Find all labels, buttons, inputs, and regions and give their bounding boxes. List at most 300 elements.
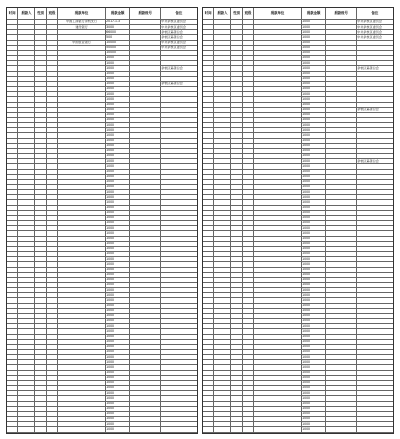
cell-unit bbox=[254, 262, 302, 266]
cell-unit bbox=[254, 221, 302, 225]
cell-amount: 1000 bbox=[302, 278, 327, 282]
cell-sex bbox=[35, 257, 46, 261]
cell-account bbox=[130, 335, 160, 339]
cell-date bbox=[7, 72, 18, 76]
cell-unit bbox=[254, 278, 302, 282]
cell-unit bbox=[58, 164, 106, 168]
cell-name bbox=[18, 309, 35, 313]
cell-note bbox=[161, 133, 197, 137]
cell-note bbox=[161, 319, 197, 323]
cell-name bbox=[18, 417, 35, 421]
cell-account bbox=[130, 103, 160, 107]
cell-unit bbox=[254, 180, 302, 184]
cell-unit bbox=[58, 242, 106, 246]
cell-date bbox=[7, 221, 18, 225]
cell-name bbox=[214, 427, 231, 431]
cell-note bbox=[161, 386, 197, 390]
cell-amount: 1000 bbox=[106, 237, 131, 241]
cell-account bbox=[130, 211, 160, 215]
cell-note bbox=[357, 200, 393, 204]
cell-amount: 1000 bbox=[106, 103, 131, 107]
cell-date bbox=[7, 231, 18, 235]
cell-note bbox=[161, 87, 197, 91]
cell-class bbox=[47, 355, 58, 359]
cell-note: 中共余杭区委员会 bbox=[357, 25, 382, 29]
cell-class bbox=[47, 87, 58, 91]
cell-sex bbox=[231, 340, 242, 344]
cell-date bbox=[203, 381, 214, 385]
cell-note bbox=[161, 159, 197, 163]
cell-sex bbox=[231, 386, 242, 390]
cell-name bbox=[18, 97, 35, 101]
cell-amount: 1000 bbox=[302, 391, 327, 395]
cell-date bbox=[203, 108, 214, 112]
cell-name bbox=[214, 97, 231, 101]
cell-class bbox=[47, 175, 58, 179]
cell-date bbox=[203, 35, 214, 39]
cell-account bbox=[130, 345, 160, 349]
cell-amount: 1000 bbox=[302, 144, 327, 148]
cell-date bbox=[7, 237, 18, 241]
cell-class bbox=[47, 268, 58, 272]
cell-account bbox=[326, 20, 356, 24]
cell-account bbox=[130, 221, 160, 225]
cell-note bbox=[357, 273, 393, 277]
cell-sex bbox=[35, 175, 46, 179]
cell-class bbox=[243, 118, 254, 122]
cell-name bbox=[214, 283, 231, 287]
cell-class bbox=[243, 123, 254, 127]
cell-sex bbox=[231, 20, 242, 24]
cell-class bbox=[243, 257, 254, 261]
cell-name bbox=[18, 72, 35, 76]
cell-unit bbox=[254, 113, 302, 117]
cell-account bbox=[130, 273, 160, 277]
cell-name bbox=[18, 66, 35, 70]
cell-unit bbox=[58, 221, 106, 225]
cell-sex bbox=[231, 97, 242, 101]
cell-name bbox=[214, 180, 231, 184]
cell-unit bbox=[254, 242, 302, 246]
cell-amount: 1000 bbox=[106, 77, 131, 81]
cell-sex bbox=[231, 350, 242, 354]
cell-amount: 1000 bbox=[302, 298, 327, 302]
cell-account bbox=[326, 231, 356, 235]
cell-date bbox=[7, 371, 18, 375]
cell-note bbox=[357, 371, 393, 375]
cell-unit bbox=[58, 371, 106, 375]
cell-unit bbox=[58, 417, 106, 421]
cell-note bbox=[161, 355, 197, 359]
cell-note bbox=[161, 314, 197, 318]
cell-unit bbox=[58, 108, 106, 112]
cell-class bbox=[243, 87, 254, 91]
cell-date bbox=[203, 216, 214, 220]
cell-class bbox=[243, 51, 254, 55]
cell-account bbox=[130, 386, 160, 390]
cell-account bbox=[326, 247, 356, 251]
cell-account bbox=[326, 200, 356, 204]
cell-class bbox=[47, 376, 58, 380]
cell-unit bbox=[254, 298, 302, 302]
cell-account bbox=[326, 314, 356, 318]
cell-class bbox=[243, 108, 254, 112]
cell-date bbox=[203, 283, 214, 287]
cell-sex bbox=[231, 72, 242, 76]
cell-unit bbox=[58, 298, 106, 302]
cell-unit bbox=[58, 123, 106, 127]
cell-amount: 1000 bbox=[302, 422, 327, 426]
cell-sex bbox=[35, 314, 46, 318]
cell-amount: 1000 bbox=[302, 257, 327, 261]
cell-account bbox=[130, 252, 160, 256]
cell-note bbox=[357, 278, 393, 282]
cell-class bbox=[243, 139, 254, 143]
cell-name bbox=[214, 309, 231, 313]
cell-sex bbox=[35, 87, 46, 91]
cell-name bbox=[18, 386, 35, 390]
cell-note: 中共余杭区委员会 bbox=[357, 35, 382, 39]
cell-amount: 1000 bbox=[302, 41, 327, 45]
cell-date bbox=[7, 335, 18, 339]
cell-date bbox=[7, 242, 18, 246]
cell-sex bbox=[35, 360, 46, 364]
cell-amount: 1000 bbox=[302, 123, 327, 127]
cell-note bbox=[357, 298, 393, 302]
cell-unit bbox=[58, 170, 106, 174]
cell-note bbox=[161, 72, 197, 76]
cell-amount: 1000 bbox=[106, 288, 131, 292]
cell-sex bbox=[231, 324, 242, 328]
cell-name bbox=[18, 200, 35, 204]
cell-amount: 1000 bbox=[106, 422, 131, 426]
cell-class bbox=[243, 77, 254, 81]
cell-amount: 1000 bbox=[302, 164, 327, 168]
cell-sex bbox=[35, 298, 46, 302]
cell-sex bbox=[231, 319, 242, 323]
cell-name bbox=[214, 242, 231, 246]
header-note: 备注 bbox=[175, 10, 183, 15]
cell-sex bbox=[35, 345, 46, 349]
cell-date bbox=[203, 293, 214, 297]
cell-note bbox=[161, 195, 197, 199]
cell-account bbox=[130, 133, 160, 137]
cell-amount: 1000 bbox=[302, 200, 327, 204]
cell-sex bbox=[35, 113, 46, 117]
cell-name bbox=[214, 87, 231, 91]
cell-sex bbox=[35, 195, 46, 199]
cell-note bbox=[161, 149, 197, 153]
cell-sex bbox=[231, 103, 242, 107]
cell-date bbox=[7, 355, 18, 359]
cell-name bbox=[214, 304, 231, 308]
cell-unit bbox=[58, 350, 106, 354]
cell-date bbox=[7, 108, 18, 112]
cell-class bbox=[47, 46, 58, 50]
cell-amount: 1000 bbox=[302, 319, 327, 323]
cell-date bbox=[203, 376, 214, 380]
cell-amount: 1000 bbox=[106, 216, 131, 220]
cell-amount: 1000 bbox=[106, 283, 131, 287]
cell-sex bbox=[231, 376, 242, 380]
cell-amount: 66000 bbox=[106, 30, 131, 34]
cell-unit bbox=[254, 144, 302, 148]
cell-date bbox=[7, 402, 18, 406]
cell-note bbox=[161, 56, 197, 60]
cell-name bbox=[214, 345, 231, 349]
cell-date bbox=[7, 211, 18, 215]
cell-unit bbox=[58, 324, 106, 328]
cell-name bbox=[214, 41, 231, 45]
cell-class bbox=[243, 262, 254, 266]
cell-date bbox=[7, 30, 18, 34]
cell-account bbox=[130, 298, 160, 302]
cell-note bbox=[357, 391, 393, 395]
cell-date bbox=[7, 396, 18, 400]
cell-amount: 1000 bbox=[106, 128, 131, 132]
cell-date bbox=[7, 391, 18, 395]
cell-amount: 1000 bbox=[106, 61, 131, 65]
cell-unit bbox=[254, 231, 302, 235]
cell-unit bbox=[254, 396, 302, 400]
cell-name bbox=[18, 35, 35, 39]
cell-sex bbox=[35, 139, 46, 143]
cell-date bbox=[7, 87, 18, 91]
cell-class bbox=[47, 262, 58, 266]
cell-note bbox=[357, 422, 393, 426]
cell-note bbox=[161, 92, 197, 96]
cell-class bbox=[243, 97, 254, 101]
cell-sex bbox=[231, 412, 242, 416]
cell-class bbox=[47, 273, 58, 277]
cell-sex bbox=[231, 139, 242, 143]
cell-note: 中共余杭区委员会 bbox=[357, 20, 382, 24]
cell-date bbox=[203, 407, 214, 411]
cell-account bbox=[130, 288, 160, 292]
cell-amount: 1000 bbox=[106, 195, 131, 199]
cell-name bbox=[214, 268, 231, 272]
cell-account bbox=[130, 185, 160, 189]
cell-amount: 1000 bbox=[302, 417, 327, 421]
cell-date bbox=[7, 381, 18, 385]
cell-account bbox=[326, 319, 356, 323]
cell-name bbox=[214, 386, 231, 390]
cell-unit bbox=[254, 97, 302, 101]
cell-class bbox=[243, 154, 254, 158]
cell-class bbox=[47, 247, 58, 251]
cell-name bbox=[214, 56, 231, 60]
cell-account bbox=[130, 170, 160, 174]
cell-name bbox=[214, 226, 231, 230]
header-amount: 捐款金额 bbox=[302, 8, 327, 19]
cell-unit bbox=[58, 381, 106, 385]
cell-sex bbox=[231, 185, 242, 189]
cell-sex bbox=[231, 25, 242, 29]
cell-sex bbox=[35, 216, 46, 220]
cell-class bbox=[243, 335, 254, 339]
cell-class bbox=[243, 350, 254, 354]
cell-name bbox=[214, 396, 231, 400]
cell-account bbox=[326, 97, 356, 101]
cell-sex bbox=[35, 221, 46, 225]
cell-date bbox=[203, 103, 214, 107]
cell-account bbox=[326, 46, 356, 50]
cell-amount: 1000 bbox=[302, 159, 327, 163]
cell-account bbox=[130, 108, 160, 112]
cell-class bbox=[243, 298, 254, 302]
cell-account bbox=[130, 190, 160, 194]
cell-class bbox=[47, 108, 58, 112]
cell-name bbox=[214, 144, 231, 148]
cell-name bbox=[18, 25, 35, 29]
cell-unit bbox=[58, 314, 106, 318]
cell-unit bbox=[58, 149, 106, 153]
cell-class bbox=[47, 288, 58, 292]
cell-amount: 1000 bbox=[106, 200, 131, 204]
cell-sex bbox=[231, 216, 242, 220]
cell-unit bbox=[254, 149, 302, 153]
cell-note bbox=[161, 51, 197, 55]
cell-amount: 1000 bbox=[302, 20, 327, 24]
cell-unit bbox=[254, 200, 302, 204]
cell-sex bbox=[231, 61, 242, 65]
cell-class bbox=[47, 35, 58, 39]
cell-class bbox=[243, 216, 254, 220]
cell-note bbox=[161, 242, 197, 246]
cell-sex bbox=[35, 226, 46, 230]
cell-sex bbox=[35, 77, 46, 81]
cell-date bbox=[7, 77, 18, 81]
cell-amount: 1000 bbox=[302, 350, 327, 354]
cell-note bbox=[357, 149, 393, 153]
cell-sex bbox=[35, 20, 46, 24]
cell-date bbox=[7, 159, 18, 163]
cell-date bbox=[203, 154, 214, 158]
cell-unit bbox=[58, 118, 106, 122]
cell-sex bbox=[35, 231, 46, 235]
cell-account bbox=[326, 304, 356, 308]
cell-unit bbox=[254, 72, 302, 76]
cell-unit bbox=[58, 407, 106, 411]
cell-name bbox=[18, 412, 35, 416]
cell-unit bbox=[58, 92, 106, 96]
cell-amount: 1000 bbox=[302, 345, 327, 349]
cell-class bbox=[243, 402, 254, 406]
cell-name bbox=[18, 360, 35, 364]
cell-name bbox=[18, 324, 35, 328]
cell-class bbox=[47, 144, 58, 148]
cell-sex bbox=[35, 144, 46, 148]
cell-note bbox=[357, 293, 393, 297]
cell-account bbox=[130, 247, 160, 251]
cell-unit bbox=[254, 128, 302, 132]
cell-name bbox=[18, 371, 35, 375]
right-table-header bbox=[203, 8, 393, 20]
cell-class bbox=[243, 412, 254, 416]
cell-name bbox=[214, 35, 231, 39]
cell-name bbox=[214, 324, 231, 328]
cell-note bbox=[357, 128, 393, 132]
cell-note bbox=[357, 211, 393, 215]
cell-account bbox=[130, 365, 160, 369]
cell-account bbox=[326, 30, 356, 34]
cell-unit bbox=[58, 319, 106, 323]
cell-date bbox=[203, 309, 214, 313]
cell-account bbox=[326, 87, 356, 91]
cell-date bbox=[7, 123, 18, 127]
table-row bbox=[7, 427, 197, 432]
cell-amount: 1000 bbox=[106, 221, 131, 225]
cell-class bbox=[243, 386, 254, 390]
cell-note bbox=[357, 381, 393, 385]
cell-unit bbox=[254, 87, 302, 91]
cell-note bbox=[357, 56, 393, 60]
cell-date bbox=[203, 170, 214, 174]
cell-class bbox=[47, 345, 58, 349]
cell-class bbox=[47, 41, 58, 45]
cell-unit bbox=[58, 268, 106, 272]
cell-amount: 1000 bbox=[302, 97, 327, 101]
cell-name bbox=[18, 164, 35, 168]
cell-sex bbox=[35, 386, 46, 390]
cell-class bbox=[243, 288, 254, 292]
cell-note bbox=[161, 226, 197, 230]
cell-unit bbox=[254, 319, 302, 323]
cell-unit bbox=[254, 211, 302, 215]
cell-class bbox=[243, 381, 254, 385]
cell-name bbox=[18, 190, 35, 194]
cell-note bbox=[357, 118, 393, 122]
cell-note bbox=[161, 139, 197, 143]
cell-date bbox=[7, 216, 18, 220]
cell-class bbox=[47, 314, 58, 318]
cell-note bbox=[161, 123, 197, 127]
cell-name bbox=[18, 376, 35, 380]
cell-unit bbox=[254, 159, 302, 163]
cell-account bbox=[130, 257, 160, 261]
cell-unit bbox=[254, 273, 302, 277]
cell-amount: 1000 bbox=[106, 185, 131, 189]
cell-amount: 1000 bbox=[302, 376, 327, 380]
cell-date bbox=[7, 35, 18, 39]
cell-note bbox=[357, 113, 393, 117]
cell-class bbox=[243, 417, 254, 421]
cell-date bbox=[203, 412, 214, 416]
cell-account bbox=[326, 298, 356, 302]
cell-class bbox=[243, 304, 254, 308]
cell-account bbox=[130, 402, 160, 406]
cell-sex bbox=[231, 123, 242, 127]
cell-name bbox=[214, 206, 231, 210]
cell-class bbox=[47, 329, 58, 333]
cell-account bbox=[326, 381, 356, 385]
cell-sex bbox=[231, 298, 242, 302]
cell-name bbox=[214, 149, 231, 153]
cell-class bbox=[243, 226, 254, 230]
cell-note bbox=[161, 422, 197, 426]
cell-class bbox=[47, 200, 58, 204]
cell-name bbox=[214, 190, 231, 194]
cell-amount: 1000 bbox=[106, 92, 131, 96]
cell-class bbox=[243, 133, 254, 137]
cell-note bbox=[357, 195, 393, 199]
cell-note bbox=[161, 273, 197, 277]
cell-unit bbox=[254, 56, 302, 60]
cell-note bbox=[357, 103, 393, 107]
cell-amount: 1000 bbox=[106, 66, 131, 70]
cell-note bbox=[161, 391, 197, 395]
cell-amount: 1000 bbox=[106, 309, 131, 313]
